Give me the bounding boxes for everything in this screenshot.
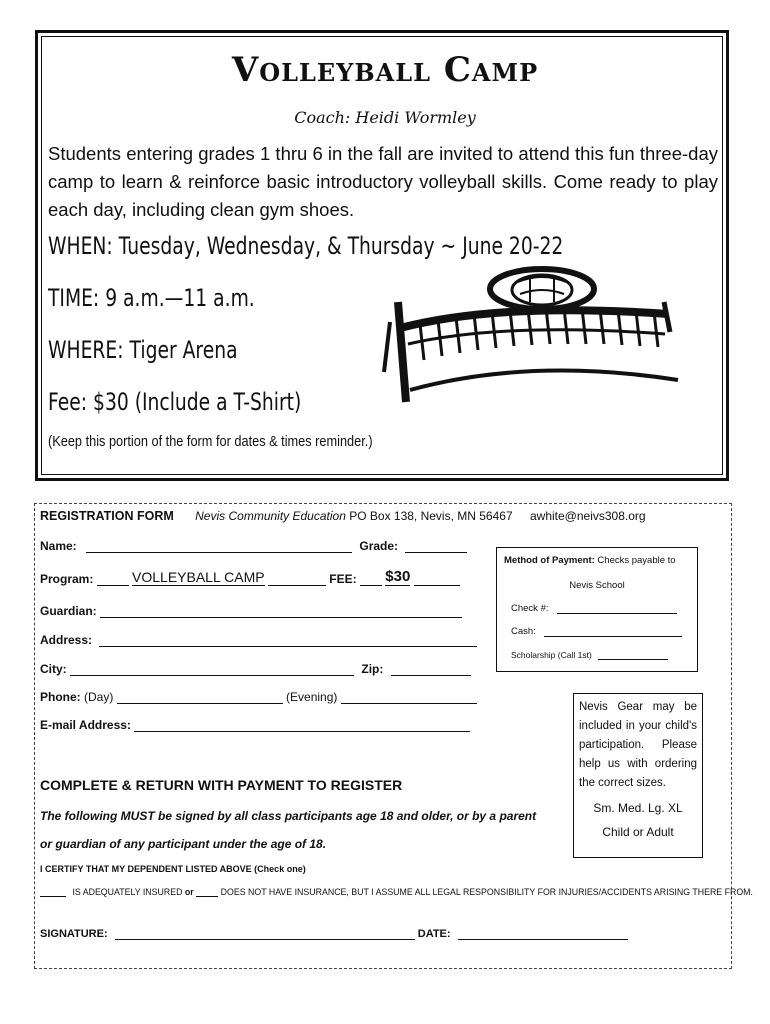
cash-label: Cash:: [511, 626, 536, 637]
registration-heading: REGISTRATION FORM: [40, 509, 174, 523]
email-label: E-mail Address:: [40, 718, 131, 732]
city-label: City:: [40, 662, 67, 676]
program-value: VOLLEYBALL CAMP: [132, 569, 265, 585]
date-field[interactable]: [458, 926, 628, 940]
signature-label: SIGNATURE:: [40, 928, 108, 940]
fee-label: FEE:: [329, 572, 357, 586]
signature-field[interactable]: [115, 926, 415, 940]
guardian-label: Guardian:: [40, 604, 97, 618]
city-field[interactable]: [70, 662, 354, 676]
must-sign-line-1: The following MUST be signed by all class participants age 18 and older, or by a parent: [40, 809, 537, 823]
when-line: WHEN: Tuesday, Wednesday, & Thursday ~ June 20-22: [48, 232, 564, 260]
program-blank-right: [268, 572, 326, 586]
not-insured-checkbox[interactable]: [196, 886, 218, 897]
payment-school: Nevis School: [569, 580, 625, 591]
fee-line: Fee: $30 (Include a T-Shirt): [48, 388, 302, 416]
grade-field[interactable]: [405, 539, 467, 553]
keep-note: (Keep this portion of the form for dates & times reminder.): [48, 433, 373, 450]
must-sign-line-2: or guardian of any participant under the age of 18.: [40, 837, 327, 851]
date-label: DATE:: [417, 928, 451, 940]
zip-label: Zip:: [361, 662, 384, 676]
coach-name: Coach: Heidi Wormley: [294, 108, 476, 127]
time-line: TIME: 9 a.m.—11 a.m.: [48, 284, 255, 312]
cash-field[interactable]: [544, 626, 682, 637]
zip-field[interactable]: [391, 662, 471, 676]
name-field[interactable]: [86, 539, 352, 553]
fee-value: $30: [385, 568, 411, 585]
address-label: Address:: [40, 633, 93, 647]
gear-sizes: Sm. Med. Lg. XL: [593, 801, 683, 815]
name-label: Name:: [40, 539, 77, 553]
org-address: PO Box 138, Nevis, MN 56467: [349, 509, 513, 523]
where-line: WHERE: Tiger Arena: [48, 336, 238, 364]
gear-note: Nevis Gear may be included in your child's participation. Please help us with ordering the correct sizes.: [579, 701, 697, 789]
complete-return-heading: COMPLETE & RETURN WITH PAYMENT TO REGISTER: [40, 777, 403, 793]
phone-label: Phone:: [40, 690, 81, 704]
grade-label: Grade:: [359, 539, 399, 553]
not-insured-label: DOES NOT HAVE INSURANCE, BUT I ASSUME ALL LEGAL RESPONSIBILITY FOR INJURIES/ACCIDENTS ARISING THERE FROM.: [220, 887, 753, 897]
intro-paragraph: Students entering grades 1 thru 6 in the fall are invited to attend this fun three-day camp to learn & reinforce basic introductory volleyball skills. Come ready to play each day, including clean gym shoes.: [48, 143, 718, 220]
fee-blank-left: [360, 572, 382, 586]
org-name: Nevis Community Education: [195, 509, 346, 523]
phone-evening-field[interactable]: [341, 690, 477, 704]
nevis-gear-box: [573, 693, 703, 858]
flyer-title: Volleyball Camp: [231, 50, 539, 90]
phone-day-label: (Day): [84, 690, 114, 704]
scholarship-label: Scholarship (Call 1st): [511, 650, 592, 660]
check-label: Check #:: [511, 603, 549, 614]
volleyball-net-illustration: [380, 262, 680, 412]
fee-blank-right: [414, 572, 460, 586]
gear-audience: Child or Adult: [602, 825, 674, 839]
check-field[interactable]: [557, 603, 677, 614]
org-email: awhite@neivs308.org: [529, 509, 646, 523]
or-label: or: [184, 887, 194, 897]
program-label: Program:: [40, 572, 94, 586]
phone-evening-label: (Evening): [286, 690, 338, 704]
insured-checkbox[interactable]: [40, 886, 66, 897]
insured-label: IS ADEQUATELY INSURED: [72, 887, 183, 897]
phone-day-field[interactable]: [117, 690, 283, 704]
program-blank-left: [97, 572, 129, 586]
email-field[interactable]: [134, 718, 470, 732]
payment-label: Method of Payment:: [504, 555, 595, 566]
address-field[interactable]: [99, 633, 477, 647]
guardian-field[interactable]: [100, 604, 462, 618]
certify-line: I CERTIFY THAT MY DEPENDENT LISTED ABOVE (Check one): [40, 864, 306, 874]
scholarship-field[interactable]: [598, 650, 668, 660]
payment-payable: Checks payable to: [597, 555, 676, 566]
